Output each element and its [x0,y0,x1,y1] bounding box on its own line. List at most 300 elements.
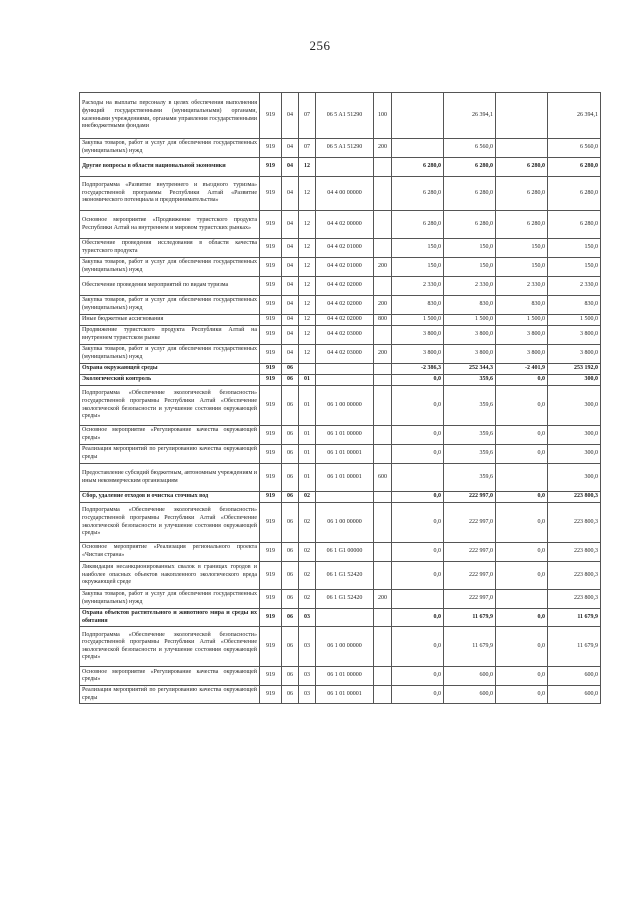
cell-name: Продвижение туристского продукта Республики Алтай на внутреннем туристском рынке [80,326,260,345]
cell-subsection-code: 01 [299,426,316,445]
cell-subsection-code: 03 [299,609,316,627]
cell-amount-3: 0,0 [496,503,548,543]
cell-amount-3: 0,0 [496,426,548,445]
cell-amount-2: 6 280,0 [444,177,496,211]
table-row [80,609,601,627]
cell-ministry-code: 919 [260,277,282,296]
cell-ministry-code: 919 [260,315,282,326]
cell-amount-2: 600,0 [444,686,496,704]
cell-amount-4: 300,0 [548,445,601,464]
cell-section-code: 04 [282,211,299,239]
cell-subsection-code: 12 [299,258,316,277]
cell-name: Реализация мероприятий по регулированию качества окружающей среды [80,686,260,704]
cell-subsection-code: 12 [299,211,316,239]
cell-name: Основное мероприятие «Продвижение туристского продукта Республики Алтай на внутреннем и мировом туристских рынках» [80,211,260,239]
cell-section-code: 06 [282,386,299,426]
cell-amount-1: 1 500,0 [392,315,444,326]
cell-amount-3 [496,590,548,609]
cell-name: Закупка товаров, работ и услуг для обеспечения государственных (муниципальных) нужд [80,296,260,315]
cell-amount-4: 223 800,3 [548,590,601,609]
cell-amount-3 [496,464,548,492]
table-row [80,258,601,277]
cell-amount-4: 300,0 [548,426,601,445]
cell-amount-3: 1 500,0 [496,315,548,326]
cell-amount-2: 11 679,9 [444,609,496,627]
cell-subsection-code: 12 [299,277,316,296]
cell-section-code: 06 [282,492,299,503]
cell-name: Охрана объектов растительного и животного мира и среды их обитания [80,609,260,627]
cell-amount-3: 6 280,0 [496,177,548,211]
table-row [80,364,601,375]
cell-section-code: 06 [282,503,299,543]
cell-amount-3: 0,0 [496,445,548,464]
cell-subsection-code: 02 [299,543,316,562]
cell-amount-1 [392,93,444,139]
cell-amount-1: 3 800,0 [392,326,444,345]
table-body [80,93,601,704]
cell-amount-4: 300,0 [548,375,601,386]
cell-amount-3: 0,0 [496,492,548,503]
cell-expense-type: 200 [374,590,392,609]
cell-amount-2: 222 997,0 [444,562,496,590]
cell-ministry-code: 919 [260,345,282,364]
cell-amount-1 [392,590,444,609]
cell-subsection-code: 12 [299,296,316,315]
cell-expense-type [374,277,392,296]
cell-expense-type: 800 [374,315,392,326]
cell-amount-3: 0,0 [496,375,548,386]
cell-expense-type [374,543,392,562]
cell-amount-3: 150,0 [496,239,548,258]
cell-ministry-code: 919 [260,375,282,386]
table-row [80,667,601,686]
cell-target-item: 04 4 02 03000 [316,345,374,364]
table-row [80,277,601,296]
cell-name: Сбор, удаление отходов и очистка сточных вод [80,492,260,503]
cell-amount-3: 0,0 [496,667,548,686]
cell-amount-1: 0,0 [392,426,444,445]
cell-target-item: 06 1 G1 52420 [316,562,374,590]
cell-target-item [316,609,374,627]
cell-target-item: 06 5 A1 51290 [316,139,374,158]
cell-subsection-code: 01 [299,445,316,464]
table-row [80,386,601,426]
cell-amount-1: 0,0 [392,627,444,667]
cell-subsection-code: 12 [299,239,316,258]
cell-subsection-code: 01 [299,464,316,492]
cell-section-code: 04 [282,296,299,315]
cell-amount-1 [392,464,444,492]
cell-amount-2: 222 997,0 [444,503,496,543]
cell-expense-type: 100 [374,93,392,139]
cell-expense-type [374,211,392,239]
cell-expense-type [374,426,392,445]
cell-amount-4: 1 500,0 [548,315,601,326]
cell-expense-type [374,492,392,503]
cell-expense-type [374,503,392,543]
cell-amount-2: 150,0 [444,239,496,258]
cell-amount-4: 11 679,9 [548,627,601,667]
cell-amount-1: 0,0 [392,667,444,686]
cell-section-code: 04 [282,158,299,177]
cell-amount-4: 223 800,3 [548,562,601,590]
cell-ministry-code: 919 [260,503,282,543]
cell-target-item: 04 4 02 01000 [316,239,374,258]
cell-ministry-code: 919 [260,386,282,426]
cell-ministry-code: 919 [260,445,282,464]
cell-section-code: 06 [282,562,299,590]
cell-amount-2: 6 280,0 [444,211,496,239]
cell-ministry-code: 919 [260,139,282,158]
cell-target-item: 06 1 G1 00000 [316,543,374,562]
cell-name: Закупка товаров, работ и услуг для обеспечения государственных (муниципальных) нужд [80,345,260,364]
cell-subsection-code: 02 [299,590,316,609]
cell-amount-1: 2 330,0 [392,277,444,296]
cell-name: Подпрограмма «Обеспечение экологической безопасности» государственной программы Республики Алтай «Обеспечение экологической безопасности и улучшение состояния окружающей среды» [80,627,260,667]
cell-amount-3: 0,0 [496,627,548,667]
table-row [80,503,601,543]
cell-amount-3: 6 280,0 [496,211,548,239]
cell-amount-2: 3 800,0 [444,345,496,364]
cell-section-code: 04 [282,315,299,326]
cell-amount-2: 1 500,0 [444,315,496,326]
cell-section-code: 06 [282,375,299,386]
cell-amount-3: 0,0 [496,386,548,426]
cell-target-item [316,492,374,503]
cell-target-item: 06 1 00 00000 [316,627,374,667]
cell-amount-1: 0,0 [392,375,444,386]
cell-amount-2: 150,0 [444,258,496,277]
cell-amount-2: 11 679,9 [444,627,496,667]
table-row [80,93,601,139]
cell-name: Закупка товаров, работ и услуг для обеспечения государственных (муниципальных) нужд [80,258,260,277]
table-row [80,492,601,503]
cell-amount-2: 252 344,3 [444,364,496,375]
cell-name: Подпрограмма «Развитие внутреннего и въездного туризма» государственной программы Республики Алтай «Развитие экономического потенциала и предпринимательства» [80,177,260,211]
cell-subsection-code: 12 [299,177,316,211]
cell-amount-2: 222 997,0 [444,492,496,503]
budget-table [79,92,601,704]
cell-ministry-code: 919 [260,296,282,315]
cell-amount-2: 26 394,1 [444,93,496,139]
cell-amount-4: 300,0 [548,386,601,426]
cell-amount-4: 253 192,0 [548,364,601,375]
cell-ministry-code: 919 [260,464,282,492]
cell-target-item: 06 1 G1 52420 [316,590,374,609]
cell-amount-1: 0,0 [392,503,444,543]
cell-amount-4: 3 800,0 [548,326,601,345]
cell-ministry-code: 919 [260,426,282,445]
cell-name: Подпрограмма «Обеспечение экологической безопасности» государственной программы Республики Алтай «Обеспечение экологической безопасности и улучшение состояния окружающей среды» [80,386,260,426]
cell-ministry-code: 919 [260,627,282,667]
cell-ministry-code: 919 [260,590,282,609]
cell-target-item: 06 1 01 00001 [316,445,374,464]
table-row [80,543,601,562]
cell-expense-type: 600 [374,464,392,492]
cell-amount-2: 2 330,0 [444,277,496,296]
table-row [80,211,601,239]
cell-subsection-code: 07 [299,93,316,139]
cell-amount-4: 223 800,3 [548,543,601,562]
cell-target-item: 04 4 02 02000 [316,315,374,326]
cell-target-item [316,375,374,386]
table-row [80,139,601,158]
cell-amount-4: 2 330,0 [548,277,601,296]
cell-target-item: 04 4 02 01000 [316,258,374,277]
cell-amount-3: 0,0 [496,686,548,704]
cell-name: Основное мероприятие «Регулирование качества окружающей среды» [80,426,260,445]
cell-ministry-code: 919 [260,686,282,704]
cell-expense-type [374,445,392,464]
cell-amount-1 [392,139,444,158]
table-row [80,627,601,667]
cell-amount-3: 0,0 [496,543,548,562]
cell-section-code: 06 [282,364,299,375]
cell-amount-2: 359,6 [444,464,496,492]
cell-name: Ликвидация несанкционированных свалок в границах городов и наиболее опасных объектов накопленного экологического вреда окружающей среде [80,562,260,590]
table-row [80,426,601,445]
cell-amount-4: 11 679,9 [548,609,601,627]
cell-amount-1: 6 280,0 [392,158,444,177]
cell-amount-2: 359,6 [444,375,496,386]
cell-amount-1: 0,0 [392,445,444,464]
cell-ministry-code: 919 [260,667,282,686]
cell-target-item: 04 4 02 02000 [316,277,374,296]
cell-expense-type [374,158,392,177]
cell-expense-type [374,667,392,686]
cell-ministry-code: 919 [260,364,282,375]
cell-subsection-code: 12 [299,326,316,345]
cell-target-item [316,158,374,177]
cell-amount-4: 6 560,0 [548,139,601,158]
cell-target-item [316,364,374,375]
table-row [80,326,601,345]
cell-section-code: 06 [282,426,299,445]
cell-expense-type: 200 [374,345,392,364]
cell-amount-2: 359,6 [444,386,496,426]
cell-amount-4: 600,0 [548,667,601,686]
table-row [80,445,601,464]
cell-amount-3: -2 401,9 [496,364,548,375]
table-row [80,375,601,386]
cell-target-item: 04 4 02 02000 [316,296,374,315]
cell-amount-1: 6 280,0 [392,177,444,211]
cell-amount-2: 222 997,0 [444,543,496,562]
cell-ministry-code: 919 [260,93,282,139]
cell-section-code: 06 [282,686,299,704]
cell-target-item: 06 1 00 00000 [316,503,374,543]
table-row [80,562,601,590]
cell-amount-4: 150,0 [548,258,601,277]
cell-amount-4: 6 280,0 [548,158,601,177]
cell-target-item: 06 1 01 00000 [316,426,374,445]
table-row [80,177,601,211]
cell-name: Обеспечение проведения исследования в области качества туристского продукта [80,239,260,258]
cell-ministry-code: 919 [260,239,282,258]
cell-target-item: 06 1 01 00000 [316,667,374,686]
cell-amount-1: 3 800,0 [392,345,444,364]
cell-expense-type [374,562,392,590]
cell-name: Расходы на выплаты персоналу в целях обеспечения выполнения функций государственными (муниципальными) органами, казенными учреждениями, органами управления государственными внебюджетными фондами [80,93,260,139]
cell-subsection-code: 02 [299,562,316,590]
cell-amount-1: 150,0 [392,239,444,258]
cell-section-code: 04 [282,177,299,211]
cell-name: Основное мероприятие «Реализация регионального проекта «Чистая страна» [80,543,260,562]
cell-subsection-code: 03 [299,627,316,667]
cell-amount-4: 223 800,3 [548,503,601,543]
cell-target-item: 06 1 01 00001 [316,686,374,704]
cell-name: Охрана окружающей среды [80,364,260,375]
cell-subsection-code: 02 [299,492,316,503]
table-row [80,464,601,492]
cell-amount-3 [496,93,548,139]
cell-amount-4: 26 394,1 [548,93,601,139]
cell-subsection-code: 03 [299,686,316,704]
cell-amount-1: -2 386,3 [392,364,444,375]
cell-section-code: 04 [282,345,299,364]
cell-target-item: 06 1 00 00000 [316,386,374,426]
cell-ministry-code: 919 [260,562,282,590]
cell-section-code: 04 [282,93,299,139]
cell-expense-type [374,386,392,426]
cell-expense-type [374,686,392,704]
cell-subsection-code: 12 [299,158,316,177]
cell-ministry-code: 919 [260,326,282,345]
cell-expense-type [374,326,392,345]
cell-expense-type: 200 [374,258,392,277]
table-row [80,590,601,609]
cell-ministry-code: 919 [260,211,282,239]
cell-section-code: 04 [282,277,299,296]
page-number: 256 [309,38,331,53]
cell-ministry-code: 919 [260,543,282,562]
cell-expense-type: 200 [374,296,392,315]
cell-amount-2: 6 560,0 [444,139,496,158]
cell-name: Обеспечение проведения мероприятий по видам туризма [80,277,260,296]
cell-expense-type [374,364,392,375]
cell-expense-type [374,375,392,386]
cell-target-item: 04 4 02 00000 [316,211,374,239]
cell-subsection-code: 01 [299,375,316,386]
cell-amount-3: 830,0 [496,296,548,315]
cell-amount-2: 830,0 [444,296,496,315]
cell-amount-3: 150,0 [496,258,548,277]
cell-section-code: 04 [282,258,299,277]
cell-amount-1: 6 280,0 [392,211,444,239]
cell-amount-1: 0,0 [392,492,444,503]
cell-amount-4: 300,0 [548,464,601,492]
cell-amount-3: 0,0 [496,562,548,590]
cell-expense-type [374,239,392,258]
table-row [80,345,601,364]
cell-expense-type [374,177,392,211]
cell-name: Предоставление субсидий бюджетным, автономным учреждениям и иным некоммерческим организациям [80,464,260,492]
cell-name: Реализация мероприятий по регулированию качества окружающей среды [80,445,260,464]
cell-amount-2: 359,6 [444,445,496,464]
cell-amount-1: 150,0 [392,258,444,277]
cell-amount-1: 0,0 [392,686,444,704]
cell-subsection-code: 01 [299,386,316,426]
cell-amount-4: 600,0 [548,686,601,704]
cell-amount-1: 0,0 [392,562,444,590]
cell-name: Другие вопросы в области национальной экономики [80,158,260,177]
table-row [80,239,601,258]
cell-amount-4: 6 280,0 [548,177,601,211]
cell-target-item: 04 4 00 00000 [316,177,374,211]
cell-section-code: 06 [282,464,299,492]
table-row [80,315,601,326]
cell-section-code: 06 [282,667,299,686]
cell-amount-4: 830,0 [548,296,601,315]
cell-amount-4: 223 800,3 [548,492,601,503]
cell-amount-2: 359,6 [444,426,496,445]
cell-section-code: 06 [282,590,299,609]
cell-amount-2: 600,0 [444,667,496,686]
cell-amount-1: 0,0 [392,386,444,426]
cell-section-code: 04 [282,326,299,345]
cell-amount-1: 830,0 [392,296,444,315]
cell-section-code: 04 [282,139,299,158]
cell-section-code: 06 [282,609,299,627]
cell-subsection-code: 07 [299,139,316,158]
cell-section-code: 06 [282,543,299,562]
cell-amount-2: 3 800,0 [444,326,496,345]
cell-name: Закупка товаров, работ и услуг для обеспечения государственных (муниципальных) нужд [80,590,260,609]
cell-amount-3 [496,139,548,158]
cell-ministry-code: 919 [260,158,282,177]
cell-subsection-code: 12 [299,345,316,364]
cell-subsection-code [299,364,316,375]
cell-ministry-code: 919 [260,258,282,277]
table-row [80,686,601,704]
cell-amount-2: 222 997,0 [444,590,496,609]
cell-amount-1: 0,0 [392,543,444,562]
cell-amount-1: 0,0 [392,609,444,627]
cell-subsection-code: 02 [299,503,316,543]
cell-ministry-code: 919 [260,177,282,211]
cell-amount-4: 150,0 [548,239,601,258]
cell-amount-3: 2 330,0 [496,277,548,296]
cell-expense-type [374,627,392,667]
cell-name: Закупка товаров, работ и услуг для обеспечения государственных (муниципальных) нужд [80,139,260,158]
table-row [80,296,601,315]
cell-ministry-code: 919 [260,492,282,503]
cell-amount-3: 6 280,0 [496,158,548,177]
cell-section-code: 04 [282,239,299,258]
cell-amount-2: 6 280,0 [444,158,496,177]
cell-subsection-code: 12 [299,315,316,326]
cell-section-code: 06 [282,627,299,667]
cell-name: Экологический контроль [80,375,260,386]
cell-ministry-code: 919 [260,609,282,627]
cell-amount-4: 6 280,0 [548,211,601,239]
cell-expense-type: 200 [374,139,392,158]
cell-target-item: 06 5 A1 51290 [316,93,374,139]
cell-target-item: 06 1 01 00001 [316,464,374,492]
cell-subsection-code: 03 [299,667,316,686]
table-row [80,158,601,177]
cell-target-item: 04 4 02 03000 [316,326,374,345]
cell-expense-type [374,609,392,627]
cell-name: Иные бюджетные ассигнования [80,315,260,326]
cell-section-code: 06 [282,445,299,464]
cell-amount-4: 3 800,0 [548,345,601,364]
cell-amount-3: 3 800,0 [496,345,548,364]
cell-amount-3: 3 800,0 [496,326,548,345]
cell-amount-3: 0,0 [496,609,548,627]
cell-name: Подпрограмма «Обеспечение экологической безопасности» государственной программы Республики Алтай «Обеспечение экологической безопасности и улучшение состояния окружающей среды» [80,503,260,543]
cell-name: Основное мероприятие «Регулирование качества окружающей среды» [80,667,260,686]
